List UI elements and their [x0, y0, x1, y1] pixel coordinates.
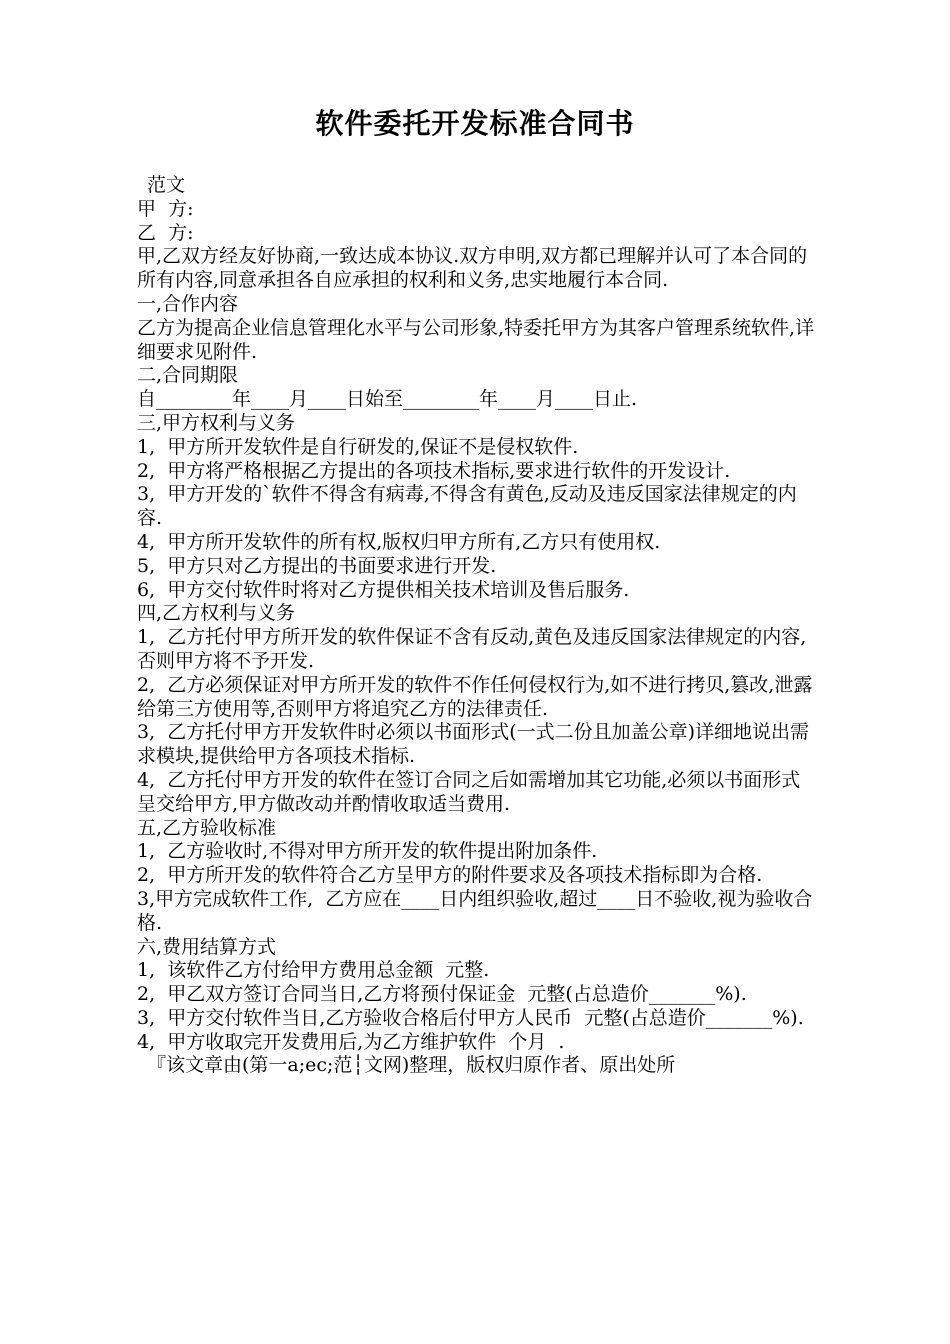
- doc-line: 3, 甲方交付软件当日,乙方验收合格后付甲方人民币 元整(占总造价_______%).: [137, 1006, 804, 1029]
- doc-line: 4, 乙方托付甲方开发的软件在签订合同之后如需增加其它功能,必须以书面形式呈交给甲方,甲方做改动并酌情收取适当费用.: [137, 768, 801, 815]
- document-title: 软件委托开发标准合同书: [315, 107, 635, 140]
- document-body: [137, 174, 817, 1078]
- doc-line: 4, 甲方收取完开发费用后,为乙方维护软件 个月 .: [137, 1030, 565, 1053]
- doc-heading-6: 六,费用结算方式: [137, 935, 277, 958]
- doc-line: 1, 甲方所开发软件是自行研发的,保证不是侵权软件.: [137, 435, 579, 458]
- doc-line: 3,甲方完成软件工作, 乙方应在____日内组织验收,超过____日不验收,视为验收合格.: [137, 887, 813, 934]
- doc-line: 2, 乙方必须保证对甲方所开发的软件不作任何侵权行为,如不进行拷贝,篡改,泄露给第三方使用等,否则甲方将追究乙方的法律责任.: [137, 673, 813, 720]
- doc-line: 2, 甲方将严格根据乙方提出的各项技术指标,要求进行软件的开发设计.: [137, 459, 731, 482]
- doc-line-party-a: 甲 方:: [137, 197, 194, 220]
- doc-heading-3: 三,甲方权利与义务: [137, 411, 296, 434]
- doc-line: 2, 甲乙双方签订合同当日,乙方将预付保证金 元整(占总造价_______%).: [137, 983, 747, 1006]
- doc-line: 1, 乙方托付甲方所开发的软件保证不含有反动,黄色及违反国家法律规定的内容,否则甲方将不予开发.: [137, 626, 807, 672]
- doc-heading-4: 四,乙方权利与义务: [137, 602, 296, 625]
- doc-line: 乙方为提高企业信息管理化水平与公司形象,特委托甲方为其客户管理系统软件,详细要求见附件.: [137, 316, 815, 363]
- doc-line-preamble: 甲,乙双方经友好协商,一致达成本协议.双方申明,双方都已理解并认可了本合同的所有内容,同意承担各自应承担的权利和义务,忠实地履行本合同.: [137, 245, 808, 292]
- doc-line: 5, 甲方只对乙方提出的书面要求进行开发.: [137, 554, 497, 577]
- doc-line: 1, 该软件乙方付给甲方费用总金额 元整.: [137, 959, 490, 982]
- doc-line: 3, 乙方托付甲方开发软件时必须以书面形式(一式二份且加盖公章)详细地说出需求模块,提供给甲方各项技术指标.: [137, 721, 810, 768]
- doc-line-source-note: 『该文章由(第一a;ec;范┆文网)整理，版权归原作者、原出处所: [147, 1054, 676, 1077]
- doc-line: 1, 乙方验收时,不得对甲方所开发的软件提出附加条件.: [137, 840, 598, 863]
- doc-line-party-b: 乙 方:: [137, 221, 194, 244]
- doc-line: 自________年____月____日始至________年____月____日止.: [137, 388, 638, 411]
- doc-line: 3, 甲方开发的`软件不得含有病毒,不得含有黄色,反动及违反国家法律规定的内容.: [137, 483, 797, 530]
- doc-heading-2: 二,合同期限: [137, 364, 239, 387]
- doc-line-subtitle: 范文: [147, 174, 186, 196]
- doc-line: 2, 甲方所开发的软件符合乙方呈甲方的附件要求及各项技术指标即为合格.: [137, 864, 763, 887]
- doc-heading-5: 五,乙方验收标准: [137, 816, 277, 839]
- doc-heading-1: 一,合作内容: [137, 292, 239, 315]
- doc-line: 4, 甲方所开发软件的所有权,版权归甲方所有,乙方只有使用权.: [137, 530, 661, 553]
- doc-line: 6, 甲方交付软件时将对乙方提供相关技术培训及售后服务.: [137, 578, 630, 601]
